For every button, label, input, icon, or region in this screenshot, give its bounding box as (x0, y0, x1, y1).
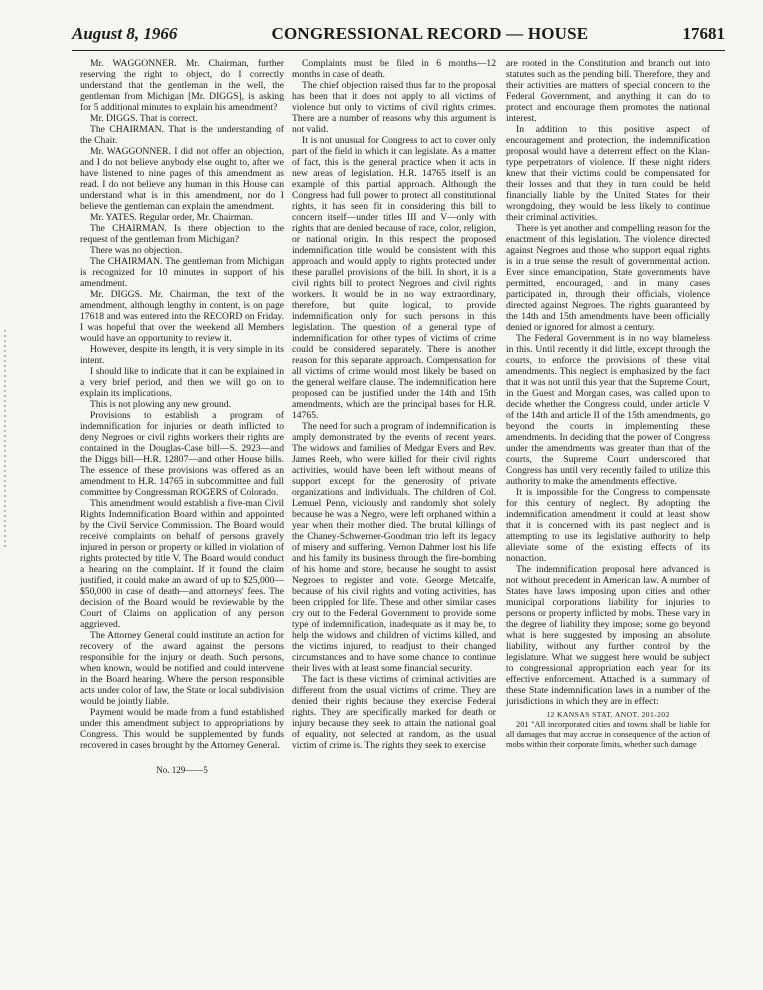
paragraph: In addition to this positive aspect of encouragement and protection, the indemnification proposal would have a deterrent effect on the Klan-type perpetrators of violence. If these night riders knew that their victims could be compensated for their losses and that they in turn could be held financially liable by the United States for their wrongdoing, they would be less likely to continue their criminal activities. (506, 124, 710, 223)
paragraph: This is not plowing any new ground. (90, 399, 231, 410)
column-2 (292, 58, 496, 751)
paragraph: It is impossible for the Congress to compensate for this century of neglect. By adopting the indemnification amendment it could at least show that it is concerned with its past neglect and is attempting to use its legislative authority to help alleviate some of the existing effects of its nonaction. (506, 487, 710, 564)
paragraph: are rooted in the Constitution and branch out into statutes such as the pending bill. Therefore, they and their activities are matters of special concern to the Federal Government, and anything it can do to protect and encourage them promotes the national interest. (506, 58, 710, 124)
paragraph: The chief objection raised thus far to the proposal has been that it does not apply to all victims of violence but only to victims of civil rights crimes. There are a number of reasons why this argument is not valid. (292, 80, 496, 135)
header-page-number: 17681 (682, 24, 725, 43)
paragraph: Complaints must be filed in 6 months—12 months in case of death. (292, 58, 496, 80)
column-3 (506, 58, 710, 750)
paragraph: There is yet another and compelling reason for the enactment of this legislation. The violence directed against Negroes and those who support equal rights is in a true sense the result of governmental action. Ever since emancipation, State governments have permitted, encouraged, and in many cases participated in, through their officials, violence directed against Negroes. The rights guaranteed by the 14th and 15th amendments have been officially denied or ignored for almost a century. (506, 223, 710, 333)
paragraph: Mr. WAGGONNER. Mr. Chairman, further reserving the right to object, do I correctly understand that the gentleman in the well, the gentleman from Michigan [Mr. DIGGS], is asking for 5 additional minutes to explain his amendment? (80, 58, 284, 113)
paragraph: Mr. DIGGS. That is correct. (90, 113, 198, 124)
page-header (72, 24, 725, 51)
paragraph: The Federal Government is in no way blameless in this. Until recently it did little, except through the courts, to enforce the provisions of these vital amendments. This neglect is emphasized by the fact that it was not until this year that the Supreme Court, in the Guest and Morgan cases, was called upon to decide whether the Congress could, under article V of the 14th and article II of the 15th amendments, go beyond the courts in implementing these amendments. In deciding that the power of Congress under the amendments was greater than that of the courts, the Supreme Court underscored that Congress has until very recently failed to utilize this authority to make the amendments effective. (506, 333, 710, 487)
paragraph: I should like to indicate that it can be explained in a very brief period, and then we will go on to explain its implications. (80, 366, 284, 399)
statute-text: 201 "All incorporated cities and towns shall be liable for all damages that may accrue in consequence of the action of mobs within their corporate limits, whether such damage (506, 720, 710, 749)
header-date: August 8, 1966 (72, 24, 178, 43)
paragraph: Mr. DIGGS. Mr. Chairman, the text of the amendment, although lengthy in content, is on page 17618 and was entered into the RECORD on Friday. I was hopeful that over the weekend all Members would have an opportunity to review it. (80, 289, 284, 344)
paragraph: The need for such a program of indemnification is amply demonstrated by the events of recent years. The widows and families of Medgar Evers and Rev. James Reeb, who were killed for their civil rights activities, would have been left without means of support except for the generosity of private organizations and individuals. The children of Col. Lemuel Penn, viciously and randomly shot solely because he was a Negro, were left orphaned within a year when their mother died. The brutal killings of the Chaney-Schwerner-Goodman trio left its legacy of misery and suffering. Vernon Dahmer lost his life and his family its business through the fire-bombing of his home and store, because he sought to assist Negroes to register and vote. George Metcalfe, because of his civil rights and voting activities, has been crippled for life. These and other similar cases cry out to the Federal Government to provide some type of indemnification, inadequate as it may be, to help the widows and children of victims killed, and the victims injured, to readjust to their changed circumstances and to have some chance to continue their lives with at least some financial security. (292, 421, 496, 674)
paragraph: This amendment would establish a five-man Civil Rights Indemnification Board within and appointed by the Civil Service Commission. The Board would receive complaints on behalf of persons gravely injured in person or property or killed in violation of rights protected by title V. The Board would conduct a hearing on the complaint. If it found the claim justified, it could make an award of up to $25,000—$50,000 in case of death—and attorneys' fees. The decision of the Board would be reviewable by the Court of Claims on application of any person aggrieved. (80, 498, 284, 630)
paragraph: Payment would be made from a fund established under this amendment subject to appropriations by Congress. This would be supplemented by funds recovered in cases brought by the Attorney General. (80, 707, 284, 751)
column-1 (80, 58, 284, 776)
paragraph: The CHAIRMAN. Is there objection to the request of the gentleman from Michigan? (80, 223, 284, 245)
scan-margin-marks (4, 330, 6, 550)
paragraph: Mr. YATES. Regular order, Mr. Chairman. (90, 212, 253, 223)
paragraph: The fact is these victims of criminal activities are different from the usual victims of crime. They are denied their rights because they exercise Federal rights. They are specifically marked for death or injury because they seek to attain the national goal of equality, not selected at random, as the usual victim of crime is. The rights they seek to exercise (292, 674, 496, 751)
paragraph: The indemnification proposal here advanced is not without precedent in American law. A number of States have laws imposing upon cities and other municipal corporations liability for injuries to persons or property inflicted by mobs. These vary in the degree of liability they impose; some go beyond what is here suggested by imposing an absolute liability, without any further control by the legislature. What we suggest here would be subject to congressional appropriation each year for its effective enforcement. Attached is a summary of these State indemnification laws in a number of the jurisdictions in which they are in effect: (506, 564, 710, 707)
paragraph: However, despite its length, it is very simple in its intent. (80, 344, 284, 366)
paragraph: It is not unusual for Congress to act to cover only part of the field in which it can legislate. As a matter of fact, this is the general practice when it acts in new areas of legislation. H.R. 14765 itself is an example of this partial approach. Although the Congress had full power to protect all constitutional rights, it has seen fit in considering this bill to concern itself—under titles III and V—only with rights that are denied because of race, color, religion, or national origin. In this respect the proposed indemnification title would be consistent with this approach and would apply to rights protected under these parallel provisions of the bill. In short, it is a civil rights bill to protect Negroes and civil rights workers. It would be in no way extraordinary, therefore, but quite logical, to provide indemnification only for such persons in this legislation. The question of a general type of indemnification for other types of victims of crime could be considered separately. There is another reason for this separate approach. Compensation for all victims of crime would most likely be based on the general welfare clause. The indemnification here proposed can be justified under the 14th and 15th amendments, which are the principal bases for H.R. 14765. (292, 135, 496, 421)
paragraph: Provisions to establish a program of indemnification for injuries or death inflicted to deny Negroes or civil rights workers their rights are contained in the Douglas-Case bill—S. 2923—and the Diggs bill—H.R. 12807—and other House bills. The essence of these provisions was offered as an amendment to H.R. 14765 in subcommittee and full committee by Congressman ROGERS of Colorado. (80, 410, 284, 498)
text-columns (74, 58, 714, 978)
paragraph: The Attorney General could institute an action for recovery of the award against the persons responsible for the injury or death. Such persons, when known, would be notified and could intervene in the Board hearing. Where the person responsible acts under color of law, the State or local subdivision would be jointly liable. (80, 630, 284, 707)
paragraph: There was no objection. (90, 245, 183, 256)
paragraph: The CHAIRMAN. That is the understanding of the Chair. (80, 124, 284, 146)
statute-citation: 12 KANSAS STAT. ANOT. 201-202 (546, 710, 670, 719)
fold-note: No. 129——5 (156, 765, 208, 775)
paragraph: Mr. WAGGONNER. I did not offer an objection, and I do not believe anybody else ought to, after we have listened to nine pages of this amendment as read. I do not believe any human in this House can understand what is in this amendment, nor do I believe the gentleman can explain the amendment. (80, 146, 284, 212)
paragraph: The CHAIRMAN. The gentleman from Michigan is recognized for 10 minutes in support of his amendment. (80, 256, 284, 289)
header-title: CONGRESSIONAL RECORD — HOUSE (271, 24, 589, 43)
